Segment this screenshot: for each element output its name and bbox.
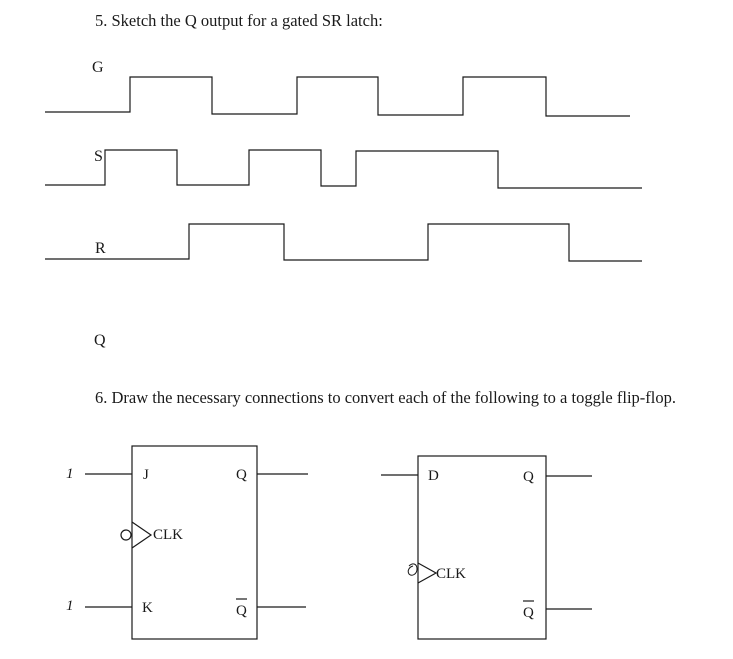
jk-label-q: Q [236,467,247,483]
jk-label-j: J [143,467,149,483]
jk-clock-bubble [121,530,131,540]
d-label-qbar: Q [523,605,534,621]
label-q: Q [94,332,106,349]
waveform-r [45,224,642,261]
d-clock-triangle [418,563,436,583]
waveform-s [45,150,642,188]
question-6-text: 6. Draw the necessary connections to convert each of the following to a toggle flip-flop. [95,388,676,407]
jk-label-clk: CLK [153,527,183,543]
label-r: R [95,240,106,257]
jk-label-k: K [142,600,153,616]
label-s: S [94,148,103,165]
jk-clock-triangle [132,522,151,548]
waveform-g [45,77,630,116]
d-label-d: D [428,468,439,484]
question-5-text: 5. Sketch the Q output for a gated SR latch: [95,11,383,30]
d-label-q: Q [523,469,534,485]
handwritten-clock-mark [408,564,417,575]
handwritten-one-j: 1 [66,466,74,482]
jk-label-qbar: Q [236,603,247,619]
handwritten-one-k: 1 [66,598,74,614]
d-label-clk: CLK [436,566,466,582]
label-g: G [92,59,104,76]
